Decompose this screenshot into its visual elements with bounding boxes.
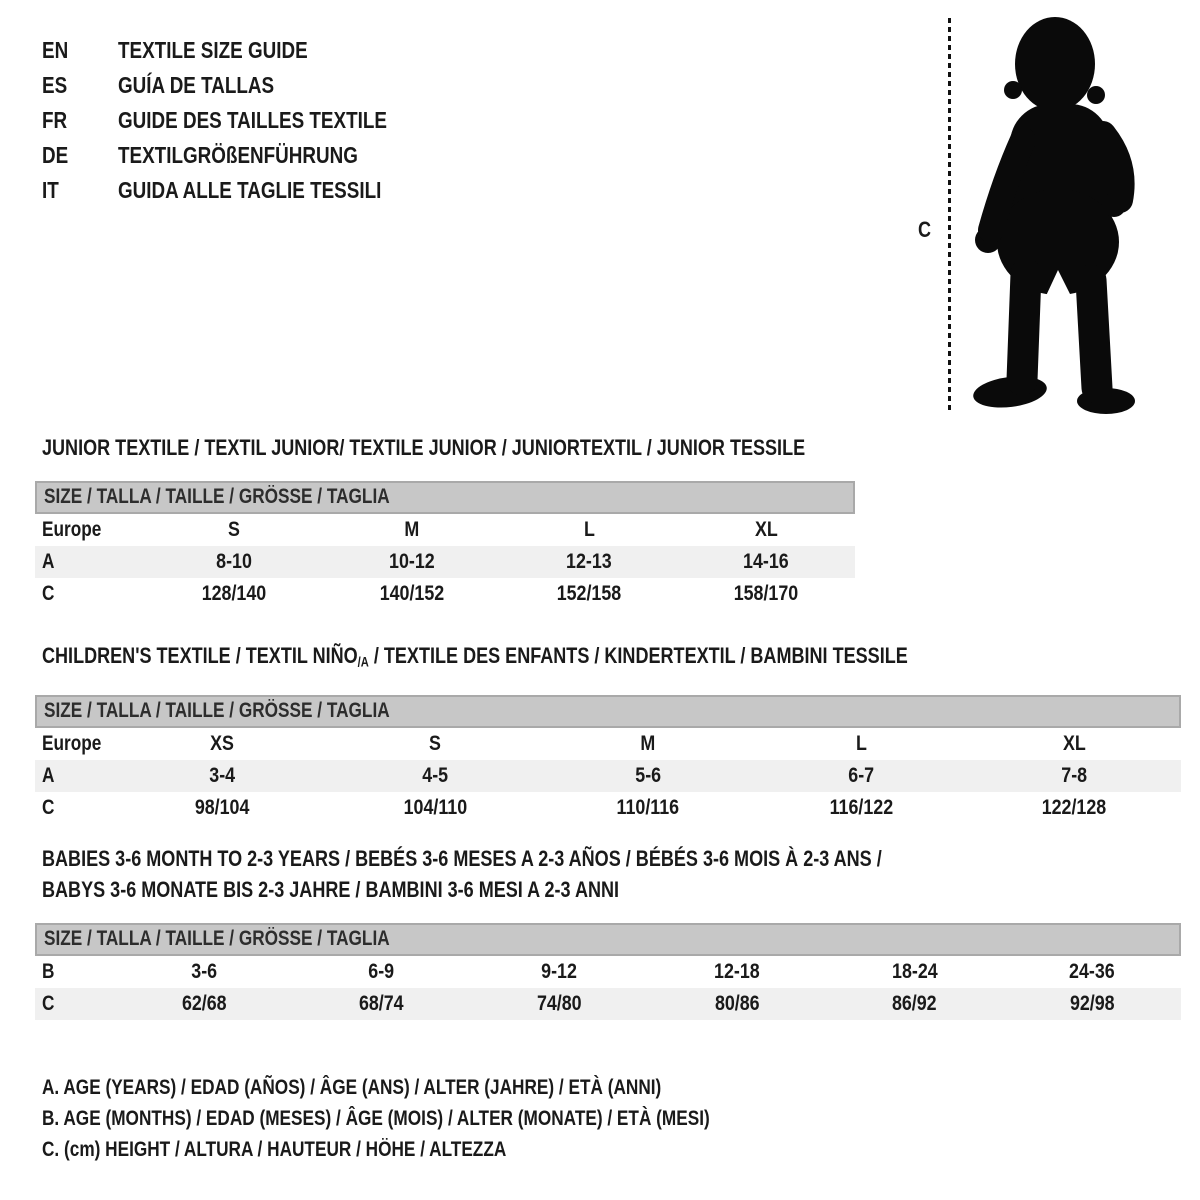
table-row-c (35, 578, 855, 610)
table-row-a (35, 546, 855, 578)
row-label-text: Europe (42, 732, 102, 756)
table-cell (826, 992, 1004, 1016)
size-header-text: SIZE / TALLA / TAILLE / GRÖSSE / TAGLIA (44, 485, 390, 508)
table-cell-text: 128/140 (202, 582, 267, 605)
table-cell (968, 764, 1181, 788)
table-cell (115, 764, 328, 788)
row-label-text: C (42, 992, 55, 1015)
table-cell-text: 12-18 (714, 960, 760, 983)
row-label (35, 518, 146, 542)
section-title-text (42, 843, 882, 874)
table-cell-text: XL (1063, 732, 1086, 756)
table-cell-text: 24-36 (1069, 960, 1115, 983)
legend-line (42, 1103, 856, 1134)
height-measure-label (918, 217, 934, 243)
language-code-text: FR (42, 107, 68, 133)
language-code-text: IT (42, 177, 59, 203)
table-cell (678, 550, 855, 574)
table-row-europe (35, 514, 855, 546)
row-label (35, 796, 115, 820)
section-title-text (42, 874, 619, 905)
section-title (42, 843, 1181, 874)
legend-line-text: B. AGE (MONTHS) / EDAD (MESES) / ÂGE (MOIS) / ALTER (MONATE) / ETÀ (MESI) (42, 1107, 710, 1130)
table-cell-text: 6-7 (848, 764, 875, 788)
table-cell-text: 8-10 (216, 550, 253, 573)
row-label (35, 582, 146, 606)
section-title-run: BABIES 3-6 MONTH TO 2-3 YEARS / BEBÉS 3-6 MESES A 2-3 AÑOS / BÉBÉS 3-6 MOIS À 2-3 ANS / (42, 846, 882, 871)
table-row-c (35, 988, 1181, 1020)
table-cell-text: 68/74 (359, 992, 404, 1015)
row-label (35, 732, 115, 756)
table-cell (470, 960, 648, 984)
row-label (35, 992, 115, 1016)
table-cell-text: 80/86 (714, 992, 760, 1015)
row-label-text: B (42, 960, 55, 983)
table-cell (146, 550, 323, 574)
table-cell-text: 9-12 (541, 960, 578, 983)
language-code-text: DE (42, 142, 69, 168)
table-cell (115, 796, 328, 820)
table-cell (146, 518, 323, 542)
table-cell (542, 764, 755, 788)
table-cell-text: 116/122 (829, 796, 894, 820)
table-cell-text: 62/68 (181, 992, 227, 1015)
table-cell (323, 582, 500, 606)
table-cell-text: 18-24 (891, 960, 938, 983)
language-row (42, 33, 446, 68)
children-textile-section (35, 640, 1181, 824)
section-title-run: JUNIOR TEXTILE / TEXTIL JUNIOR/ TEXTILE JUNIOR / JUNIORTEXTIL / JUNIOR TESSILE (42, 435, 806, 460)
table-cell-text: L (855, 732, 867, 756)
table-cell (115, 732, 328, 756)
table-cell-text: 3-6 (191, 960, 217, 983)
table-row-europe (35, 728, 1181, 760)
row-label (35, 550, 146, 574)
table-cell-text: 140/152 (379, 582, 444, 605)
table-cell-text: 152/158 (556, 582, 622, 605)
table-cell (500, 582, 677, 606)
table-cell-text: 10-12 (388, 550, 435, 573)
row-label-text: C (42, 796, 55, 820)
language-row (42, 103, 446, 138)
table-cell (968, 796, 1181, 820)
table-cell (323, 518, 500, 542)
table-cell (323, 550, 500, 574)
table-cell (648, 992, 826, 1016)
table-cell (115, 960, 293, 984)
table-cell (678, 582, 855, 606)
legend-line (42, 1134, 856, 1165)
table-cell-text: 86/92 (892, 992, 937, 1015)
section-title-run: / TEXTILE DES ENFANTS / KINDERTEXTIL / BAMBINI TESSILE (368, 643, 908, 668)
row-label-text: A (42, 550, 55, 573)
table-cell (293, 960, 471, 984)
size-header-text: SIZE / TALLA / TAILLE / GRÖSSE / TAGLIA (44, 927, 390, 950)
table-row-c (35, 792, 1181, 824)
table-cell (146, 582, 323, 606)
language-code-text: ES (42, 72, 68, 98)
table-cell-text: 122/128 (1042, 796, 1107, 820)
row-label (35, 960, 115, 984)
table-cell-text: M (404, 518, 420, 541)
table-cell-text: 7-8 (1061, 764, 1088, 788)
row-label-text: C (42, 582, 55, 605)
table-cell-text: 14-16 (743, 550, 790, 573)
section-title-run: CHILDREN'S TEXTILE / TEXTIL NIÑO (42, 643, 358, 668)
table-cell-text: 104/110 (403, 796, 467, 820)
legend-line-text: A. AGE (YEARS) / EDAD (AÑOS) / ÂGE (ANS) / ALTER (JAHRE) / ETÀ (ANNI) (42, 1076, 662, 1099)
table-cell-text: XS (209, 732, 234, 756)
babies-textile-section (35, 843, 1181, 1020)
language-code (42, 72, 118, 99)
table-cell-text: 6-9 (368, 960, 395, 983)
table-cell-text: 158/170 (734, 582, 799, 605)
size-header-bar (35, 923, 1181, 956)
height-measure-dashed-line (948, 18, 951, 414)
legend-line-text: C. (cm) HEIGHT / ALTURA / HAUTEUR / HÖHE / ALTEZZA (42, 1138, 507, 1161)
size-header-bar (35, 695, 1181, 728)
legend (42, 1072, 856, 1165)
language-title-text: GUIDA ALLE TAGLIE TESSILI (118, 177, 382, 203)
language-row (42, 138, 446, 173)
language-title-text: GUÍA DE TALLAS (118, 72, 275, 98)
language-title-list (42, 33, 446, 208)
language-code (42, 37, 118, 64)
table-cell-text: L (583, 518, 595, 541)
row-label-text: A (42, 764, 55, 788)
table-cell (328, 796, 541, 820)
section-title-text (42, 432, 805, 463)
language-code (42, 177, 118, 204)
language-title-text: GUIDE DES TAILLES TEXTILE (118, 107, 387, 133)
toddler-silhouette-icon (963, 12, 1188, 417)
table-cell (755, 764, 968, 788)
table-row-b (35, 956, 1181, 988)
section-title-run: /A (357, 654, 369, 670)
table-cell-text: 4-5 (422, 764, 448, 788)
table-cell (293, 992, 471, 1016)
table-cell-text: 92/98 (1069, 992, 1115, 1015)
legend-line (42, 1072, 856, 1103)
size-header-bar (35, 481, 855, 514)
row-label-text: Europe (42, 518, 102, 541)
table-cell-text: XL (754, 518, 778, 541)
language-title-text: TEXTILE SIZE GUIDE (118, 37, 308, 63)
table-cell (542, 732, 755, 756)
table-cell (678, 518, 855, 542)
table-cell (826, 960, 1004, 984)
table-row-a (35, 760, 1181, 792)
table-cell-text: S (228, 518, 241, 541)
table-cell-text: 5-6 (635, 764, 662, 788)
junior-textile-section (35, 432, 855, 610)
table-cell (968, 732, 1181, 756)
table-cell (1003, 992, 1181, 1016)
table-cell (470, 992, 648, 1016)
size-header-text: SIZE / TALLA / TAILLE / GRÖSSE / TAGLIA (44, 699, 390, 723)
language-row (42, 173, 446, 208)
table-cell-text: S (428, 732, 441, 756)
height-measure-label-text: C (918, 217, 932, 242)
language-code (42, 107, 118, 134)
table-cell (115, 992, 293, 1016)
table-cell-text: 74/80 (536, 992, 582, 1015)
table-cell (755, 732, 968, 756)
section-title (42, 874, 1181, 905)
table-cell (542, 796, 755, 820)
table-cell (328, 732, 541, 756)
table-cell (500, 518, 677, 542)
table-cell (648, 960, 826, 984)
table-cell (328, 764, 541, 788)
language-code-text: EN (42, 37, 69, 63)
table-cell-text: 12-13 (566, 550, 612, 573)
section-title (42, 640, 1181, 677)
section-title-run: BABYS 3-6 MONATE BIS 2-3 JAHRE / BAMBINI 3-6 MESI A 2-3 ANNI (42, 877, 620, 902)
language-code (42, 142, 118, 169)
section-title-text (42, 640, 908, 677)
row-label (35, 764, 115, 788)
language-title-text: TEXTILGRÖßENFÜHRUNG (118, 142, 358, 168)
table-cell-text: M (640, 732, 656, 756)
table-cell-text: 110/116 (616, 796, 680, 820)
table-cell-text: 98/104 (194, 796, 250, 820)
section-title (42, 432, 855, 463)
table-cell (755, 796, 968, 820)
table-cell-text: 3-4 (208, 764, 235, 788)
language-row (42, 68, 446, 103)
table-cell (500, 550, 677, 574)
table-cell (1003, 960, 1181, 984)
